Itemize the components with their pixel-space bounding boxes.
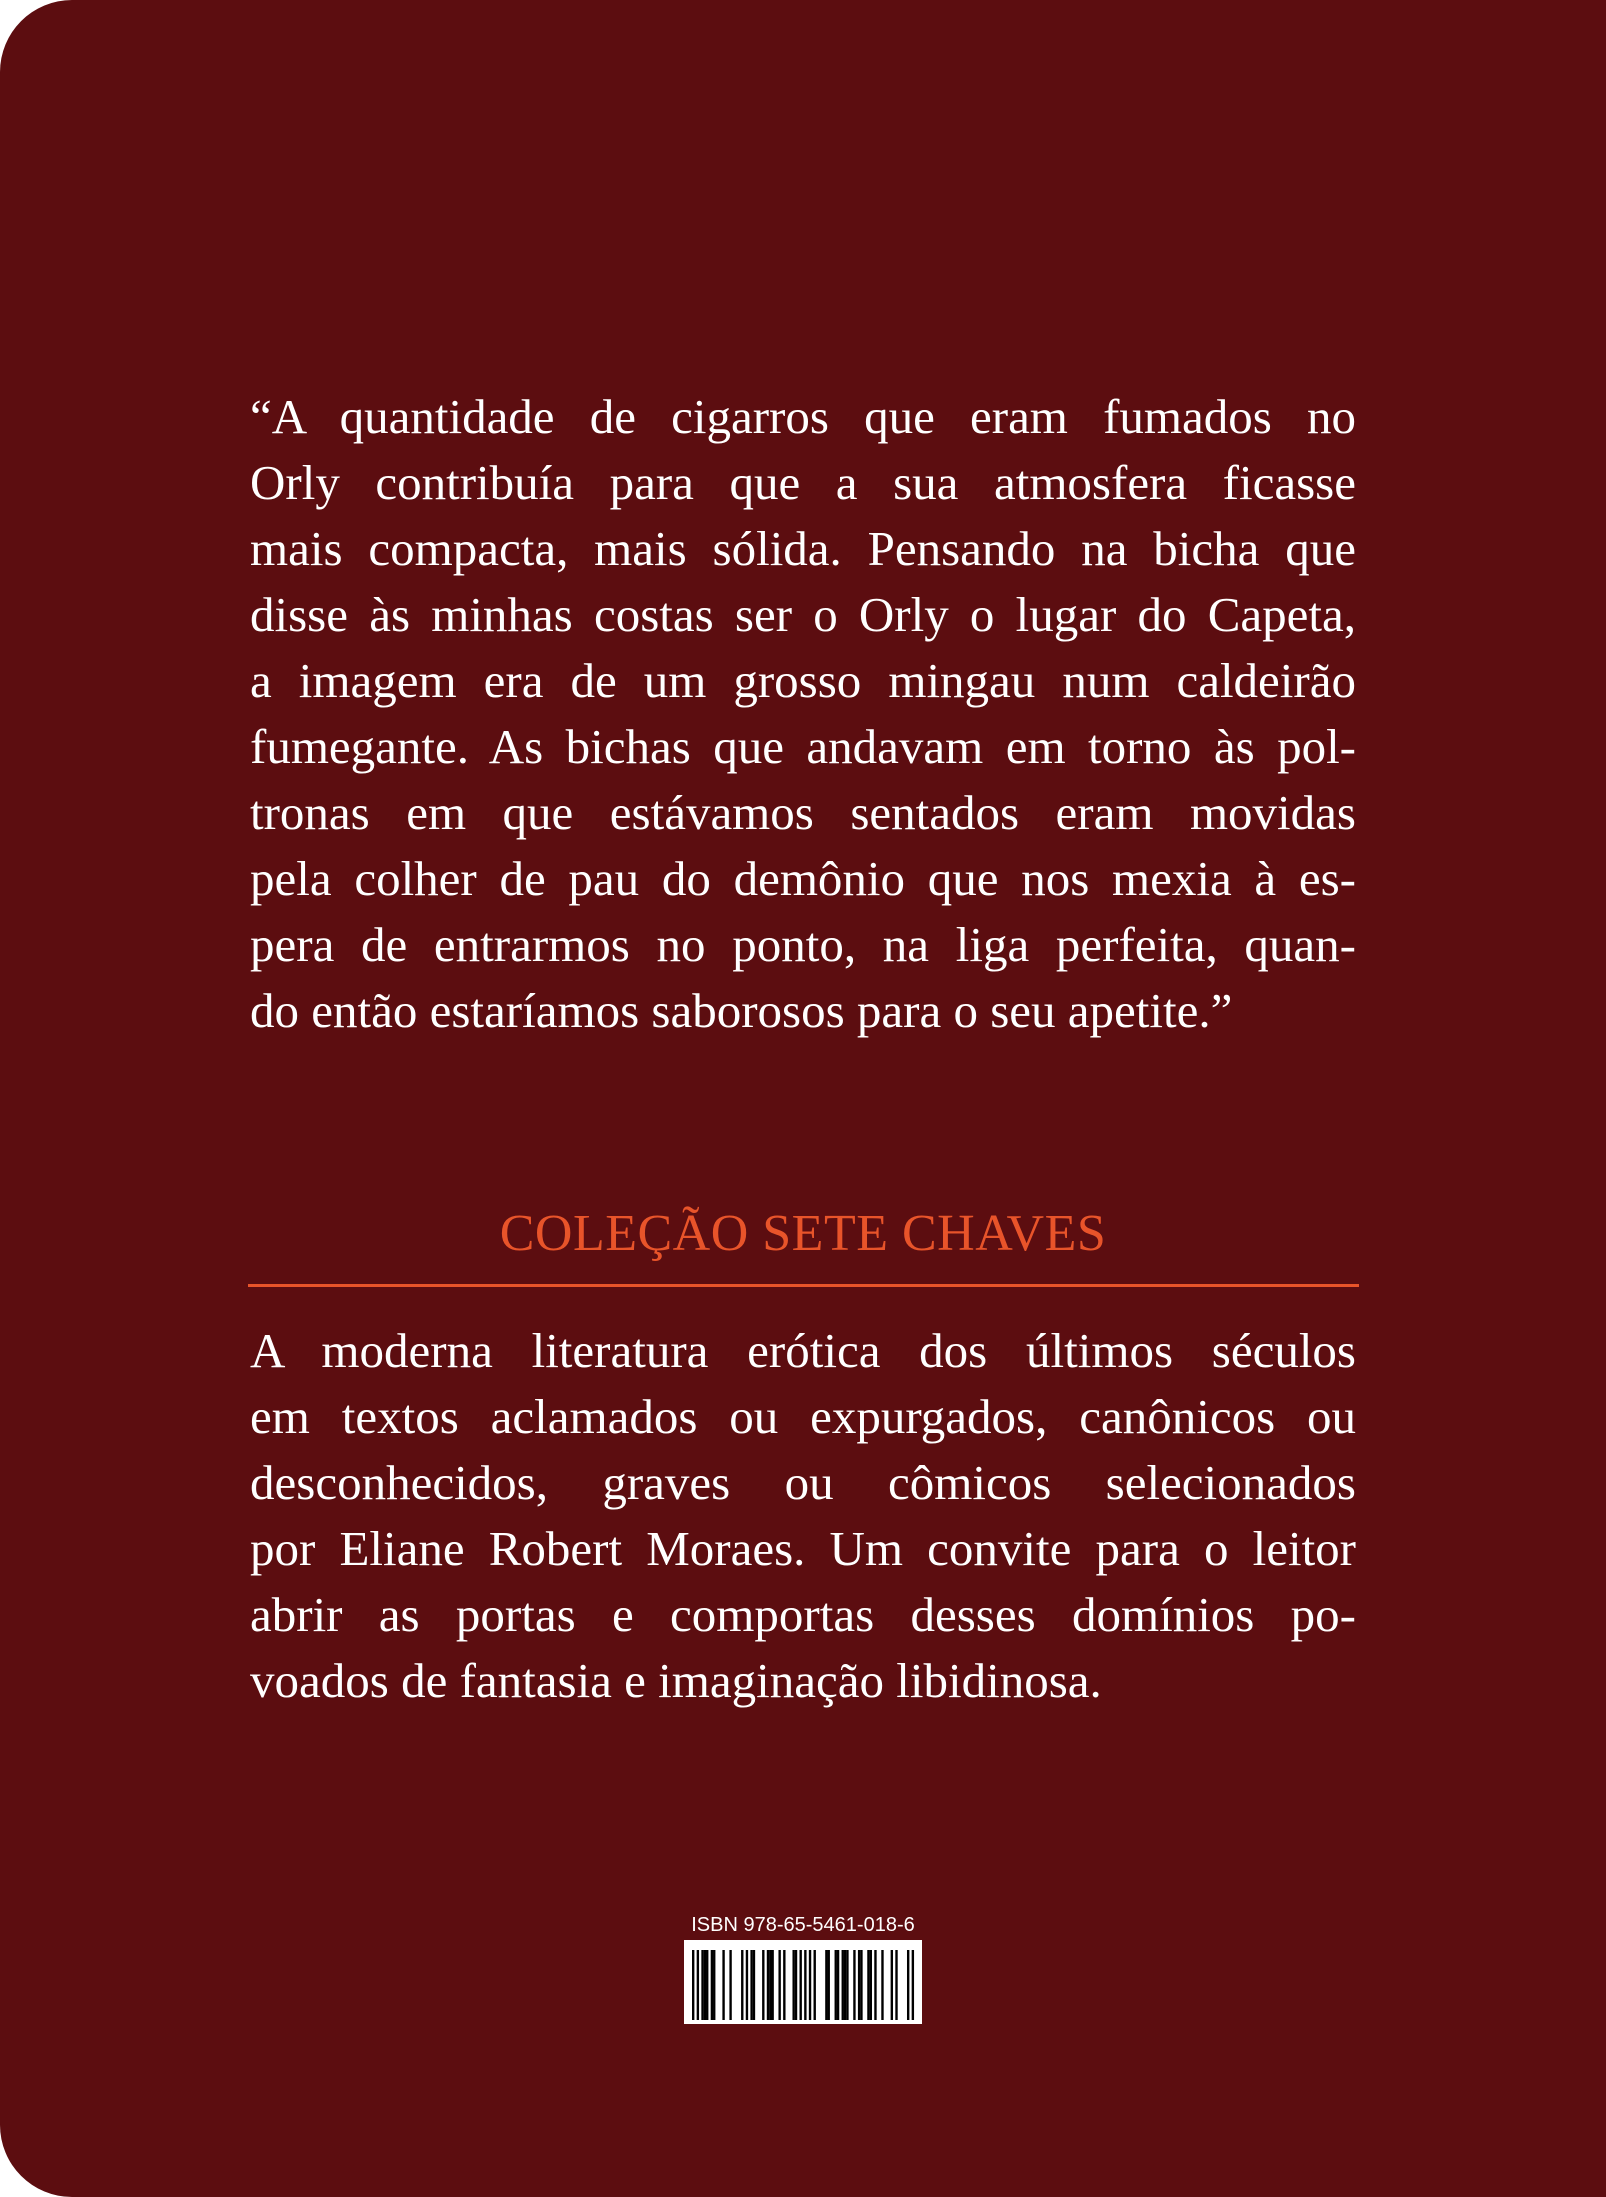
barcode-icon [684,1946,922,2024]
barcode-bar [692,1950,694,2020]
barcode-bar [697,1950,699,2020]
barcode-bar [870,1950,872,2020]
barcode-bar [767,1950,769,2020]
barcode-bar [741,1950,743,2020]
collection-title: COLEÇÃO SETE CHAVES [499,1205,1107,1262]
isbn-barcode [684,1910,922,2024]
quote-line: pela colher de pau do demônio que nos mexia à es- [250,851,1356,906]
quote-line: pera de entrarmos no ponto, na liga perfeita, quan- [250,917,1356,972]
barcode-bar [853,1950,855,2020]
barcode-bar [844,1950,846,2020]
quote-line: do então estaríamos saborosos para o seu apetite.” [250,983,1233,1038]
barcode-bar [769,1950,771,2020]
barcode-bar [795,1950,797,2020]
barcode-bar [867,1950,869,2020]
barcode-bar [711,1950,713,2020]
collection-description [250,1318,1356,1714]
barcode-bar [912,1950,914,2020]
barcode-bar [881,1950,883,2020]
barcode-bar [704,1950,706,2020]
barcode-bar [846,1950,848,2020]
barcode-bar [753,1950,755,2020]
barcode-bar [874,1950,876,2020]
barcode-bar [713,1950,715,2020]
blurb-quote [250,384,1356,1044]
barcode-bar [729,1950,731,2020]
description-line: A moderna literatura erótica dos últimos séculos [250,1323,1356,1378]
barcode-bar [825,1950,827,2020]
barcode-bar [835,1950,837,2020]
quote-line: Orly contribuía para que a sua atmosfera ficasse [250,455,1356,510]
barcode-bar [746,1950,748,2020]
description-line: desconhecidos, graves ou cômicos selecionados [250,1455,1356,1510]
barcode-bar [891,1950,893,2020]
barcode-bar [750,1950,752,2020]
divider-rule [248,1284,1359,1287]
barcode-bar [895,1950,897,2020]
barcode-bar [701,1950,703,2020]
barcode-bar [828,1950,830,2020]
quote-line: a imagem era de um grosso mingau num caldeirão [250,653,1356,708]
barcode-bar [783,1950,785,2020]
barcode-bar [804,1950,806,2020]
barcode-bar [814,1950,816,2020]
barcode-bar [907,1950,909,2020]
barcode-bar [792,1950,794,2020]
isbn-label: ISBN 978-65-5461-018-6 [684,1910,922,1940]
description-line: por Eliane Robert Moraes. Um convite para o leitor [250,1521,1356,1576]
barcode-bar [842,1950,844,2020]
barcode-bar [771,1950,773,2020]
description-line: abrir as portas e comportas desses domínios po- [250,1587,1356,1642]
barcode-bar [809,1950,811,2020]
description-line: em textos aclamados ou expurgados, canônicos ou [250,1389,1356,1444]
barcode-bar [722,1950,724,2020]
description-line: voados de fantasia e imaginação libidinosa. [250,1653,1102,1708]
barcode-bar [706,1950,708,2020]
quote-line: mais compacta, mais sólida. Pensando na bicha que [250,521,1356,576]
barcode-bar [778,1950,780,2020]
barcode-bar [837,1950,839,2020]
barcode-bar [762,1950,764,2020]
quote-line: tronas em que estávamos sentados eram movidas [250,785,1356,840]
quote-line: disse às minhas costas ser o Orly o lugar do Capeta, [250,587,1356,642]
quote-line: “A quantidade de cigarros que eram fumados no [250,389,1356,444]
barcode-bar [860,1950,862,2020]
barcode-bar [799,1950,801,2020]
barcode-bar [858,1950,860,2020]
quote-line: fumegante. As bichas que andavam em torno às pol- [250,719,1356,774]
